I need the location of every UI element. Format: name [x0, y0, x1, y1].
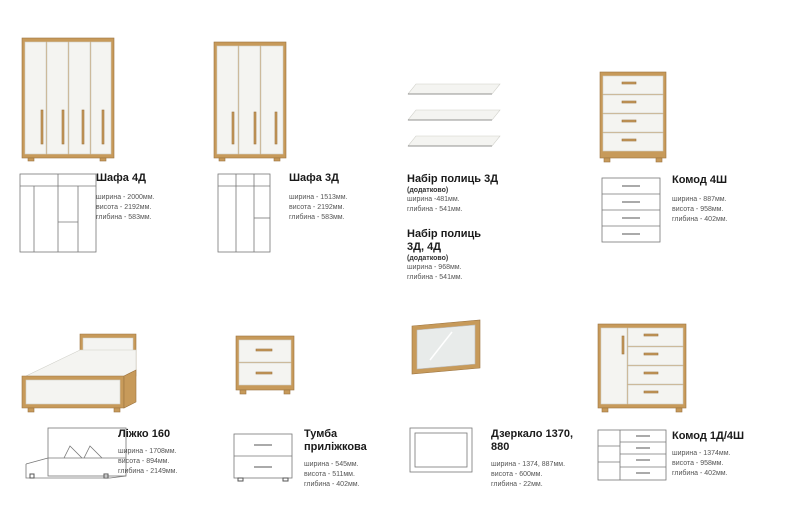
mirror-drawing [410, 428, 476, 476]
shelves-34d-note: (додатково) [407, 255, 449, 262]
bed-height: висота - 894мм. [118, 458, 170, 465]
wardrobe-3d-height: висота - 2192мм. [289, 204, 345, 211]
mirror-depth: глибина - 22мм. [491, 481, 543, 488]
nightstand-drawing [234, 434, 296, 484]
bed-width: ширина - 1708мм. [118, 448, 177, 455]
nightstand-height: висота - 511мм. [304, 471, 355, 478]
nightstand-width: ширина - 545мм. [304, 461, 359, 468]
bed-info [118, 428, 177, 477]
nightstand-depth: глибина - 402мм. [304, 481, 360, 488]
shelves-3d-title: Набір полиць 3Д [407, 173, 499, 185]
chest-1d-4sh-depth: глибина - 402мм. [672, 470, 728, 477]
chest-1d-4sh-height: висота - 958мм. [672, 460, 724, 467]
nightstand-title-1: Тумба [304, 428, 338, 440]
nightstand-photo [236, 336, 298, 396]
mirror-photo [412, 320, 484, 378]
wardrobe-3d-info [289, 172, 347, 223]
wardrobe-4d-title: Шафа 4Д [96, 172, 146, 184]
wardrobe-4d-photo [22, 38, 117, 163]
wardrobe-3d-drawing [218, 174, 274, 256]
mirror-height: висота - 600мм. [491, 471, 543, 478]
shelves-34d-depth: глибина - 541мм. [407, 274, 463, 281]
wardrobe-4d-depth: глибина - 583мм. [96, 214, 152, 221]
shelves-3d-info [407, 173, 498, 215]
wardrobe-4d-width: ширина - 2000мм. [96, 194, 155, 201]
shelves-3d-note: (додатково) [407, 187, 449, 194]
wardrobe-3d-photo [214, 42, 289, 164]
chest-1d-4sh-width: ширина - 1374мм. [672, 450, 731, 457]
chest-1d-4sh-drawing [598, 430, 670, 484]
bed-drawing [24, 424, 130, 480]
mirror-info [491, 428, 573, 490]
nightstand-info [304, 428, 367, 490]
chest-4-drawers-depth: глибина - 402мм. [672, 216, 728, 223]
chest-1d-4sh-photo [598, 324, 690, 414]
chest-4-drawers-title: Комод 4Ш [672, 174, 728, 186]
wardrobe-3d-depth: глибина - 583мм. [289, 214, 345, 221]
chest-1d-4sh-info [672, 430, 744, 479]
mirror-title-2: 880 [491, 441, 510, 453]
chest-4-drawers-width: ширина - 887мм. [672, 196, 727, 203]
chest-4-drawers-drawing [602, 178, 664, 246]
mirror-width: ширина - 1374, 887мм. [491, 461, 566, 468]
bed-title: Ліжко 160 [118, 428, 171, 440]
wardrobe-3d-title: Шафа 3Д [289, 172, 339, 184]
shelves-34d-width: ширина - 968мм. [407, 264, 462, 271]
shelves-3d-width: ширина -481мм. [407, 196, 460, 203]
shelves-34d-info [407, 228, 481, 283]
wardrobe-4d-info [96, 172, 154, 223]
shelves-34d-title-1: Набір полиць [407, 228, 482, 240]
chest-4-drawers-photo [600, 72, 670, 164]
nightstand-title-2: приліжкова [304, 441, 367, 453]
bed-depth: глибина - 2149мм. [118, 468, 178, 475]
chest-4-drawers-info [672, 174, 728, 225]
chest-1d-4sh-title: Комод 1Д/4Ш [672, 430, 745, 442]
wardrobe-4d-drawing [20, 174, 98, 256]
wardrobe-4d-height: висота - 2192мм. [96, 204, 152, 211]
wardrobe-3d-width: ширина - 1513мм. [289, 194, 348, 201]
shelves-34d-title-2: 3Д, 4Д [407, 241, 442, 253]
shelves-photo [406, 84, 502, 150]
bed-photo [20, 332, 138, 414]
shelves-3d-depth: глибина - 541мм. [407, 206, 463, 213]
chest-4-drawers-height: висота - 958мм. [672, 206, 724, 213]
mirror-title-1: Дзеркало 1370, [491, 428, 574, 440]
